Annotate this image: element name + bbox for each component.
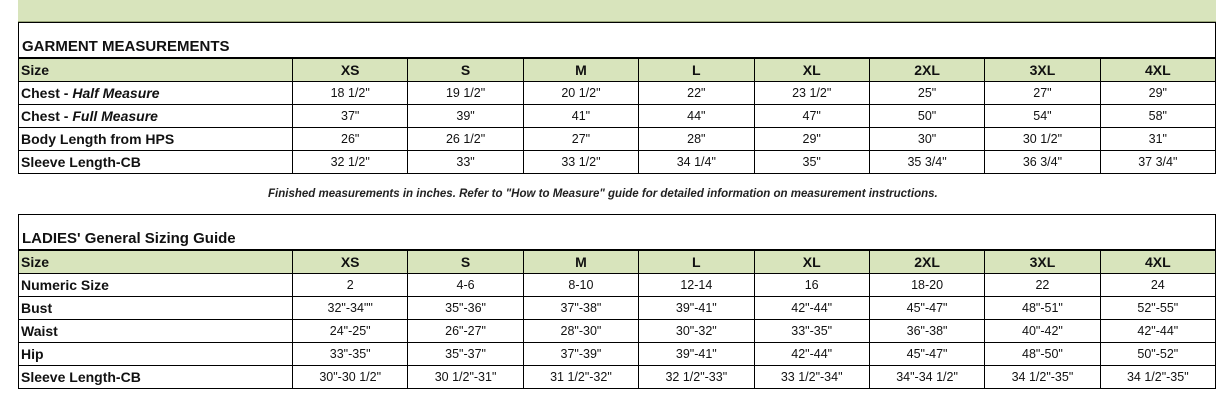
- table-cell: 25": [869, 82, 984, 105]
- table-cell: 33": [408, 151, 523, 174]
- table-cell: 39"-41": [639, 297, 754, 320]
- table-row: [19, 366, 1216, 389]
- table-cell: 30 1/2": [985, 128, 1100, 151]
- garment-measurements-table: [18, 22, 1216, 174]
- table-cell: 30 1/2"-31": [408, 366, 523, 389]
- table-cell: 35"-36": [408, 297, 523, 320]
- garment-measurements-section: [18, 22, 1216, 174]
- table-cell: 50": [869, 105, 984, 128]
- measurement-note: Finished measurements in inches. Refer to "How to Measure" guide for detailed information on measurement instructions.: [268, 188, 938, 200]
- size-header-cell: XL: [754, 58, 869, 82]
- size-header-cell: 4XL: [1100, 58, 1215, 82]
- table-cell: 34"-34 1/2": [869, 366, 984, 389]
- table-cell: 42"-44": [1100, 320, 1215, 343]
- table-cell: 18 1/2": [293, 82, 408, 105]
- table-cell: 45"-47": [869, 297, 984, 320]
- table-cell: 22: [985, 274, 1100, 297]
- table-cell: 37"-38": [523, 297, 638, 320]
- table-cell: 26": [293, 128, 408, 151]
- table-cell: 31": [1100, 128, 1215, 151]
- table-cell: 16: [754, 274, 869, 297]
- table-cell: 45"-47": [869, 343, 984, 366]
- size-header-cell: 4XL: [1100, 250, 1215, 274]
- row-label: Bust: [19, 297, 293, 320]
- table-cell: 36 3/4": [985, 151, 1100, 174]
- size-header-label: Size: [19, 250, 293, 274]
- table-cell: 2: [293, 274, 408, 297]
- table-cell: 48"-51": [985, 297, 1100, 320]
- size-header-cell: XS: [293, 58, 408, 82]
- table-cell: 36"-38": [869, 320, 984, 343]
- table-row: [19, 297, 1216, 320]
- size-header-cell: 2XL: [869, 250, 984, 274]
- table-cell: 35"-37": [408, 343, 523, 366]
- table-cell: 35": [754, 151, 869, 174]
- row-label: Body Length from HPS: [19, 128, 293, 151]
- table-cell: 31 1/2"-32": [523, 366, 638, 389]
- table-cell: 35 3/4": [869, 151, 984, 174]
- table-cell: 50"-52": [1100, 343, 1215, 366]
- row-label: Waist: [19, 320, 293, 343]
- table-cell: 27": [523, 128, 638, 151]
- table-cell: 32 1/2": [293, 151, 408, 174]
- table-row: [19, 343, 1216, 366]
- table-row: [19, 320, 1216, 343]
- table-cell: 28": [639, 128, 754, 151]
- table-cell: 34 1/2"-35": [985, 366, 1100, 389]
- table-cell: 54": [985, 105, 1100, 128]
- table-cell: 26 1/2": [408, 128, 523, 151]
- row-label-main: Chest -: [21, 85, 73, 101]
- row-label-italic: Full Measure: [72, 108, 158, 124]
- ladies-sizing-section: [18, 214, 1216, 389]
- row-label: [19, 82, 293, 105]
- size-header-cell: S: [408, 58, 523, 82]
- table-cell: 44": [639, 105, 754, 128]
- table-cell: 4-6: [408, 274, 523, 297]
- table-row: [19, 274, 1216, 297]
- row-label: [19, 105, 293, 128]
- ladies-table-title: [19, 215, 1216, 251]
- table-cell: 22": [639, 82, 754, 105]
- size-header-cell: S: [408, 250, 523, 274]
- size-header-cell: XL: [754, 250, 869, 274]
- size-header-label: Size: [19, 58, 293, 82]
- row-label: Numeric Size: [19, 274, 293, 297]
- size-header-cell: 3XL: [985, 58, 1100, 82]
- table-cell: 33 1/2": [523, 151, 638, 174]
- ladies-title-main: LADIES: [22, 230, 78, 247]
- table-row: [19, 151, 1216, 174]
- table-cell: 12-14: [639, 274, 754, 297]
- table-cell: 20 1/2": [523, 82, 638, 105]
- size-header-cell: 3XL: [985, 250, 1100, 274]
- ladies-sizing-table: [18, 214, 1216, 389]
- row-label-main: Chest -: [21, 108, 73, 124]
- size-header-cell: M: [523, 58, 638, 82]
- table-cell: 29": [1100, 82, 1215, 105]
- table-cell: 23 1/2": [754, 82, 869, 105]
- table-cell: 37 3/4": [1100, 151, 1215, 174]
- table-cell: 34 1/4": [639, 151, 754, 174]
- table-cell: 30"-32": [639, 320, 754, 343]
- table-row: [19, 128, 1216, 151]
- size-header-cell: M: [523, 250, 638, 274]
- table-cell: 37": [293, 105, 408, 128]
- garment-table-title: GARMENT MEASUREMENTS: [19, 23, 1216, 59]
- table-cell: 42"-44": [754, 297, 869, 320]
- table-cell: 58": [1100, 105, 1215, 128]
- table-cell: 47": [754, 105, 869, 128]
- size-header-cell: XS: [293, 250, 408, 274]
- table-cell: 48"-50": [985, 343, 1100, 366]
- table-cell: 32 1/2"-33": [639, 366, 754, 389]
- table-cell: 32"-34"": [293, 297, 408, 320]
- table-cell: 33 1/2"-34": [754, 366, 869, 389]
- table-cell: 33"-35": [293, 343, 408, 366]
- table-cell: 19 1/2": [408, 82, 523, 105]
- table-cell: 30": [869, 128, 984, 151]
- row-label: Hip: [19, 343, 293, 366]
- table-cell: 24"-25": [293, 320, 408, 343]
- table-cell: 40"-42": [985, 320, 1100, 343]
- table-row: [19, 105, 1216, 128]
- table-cell: 52"-55": [1100, 297, 1215, 320]
- table-cell: 41": [523, 105, 638, 128]
- size-header-cell: L: [639, 58, 754, 82]
- table-cell: 34 1/2"-35": [1100, 366, 1215, 389]
- table-row: [19, 82, 1216, 105]
- table-cell: 39": [408, 105, 523, 128]
- table-cell: 30"-30 1/2": [293, 366, 408, 389]
- row-label: Sleeve Length-CB: [19, 366, 293, 389]
- ladies-size-header-row: [19, 250, 1216, 274]
- table-cell: 24: [1100, 274, 1215, 297]
- top-header-band: [18, 0, 1216, 22]
- table-cell: 26"-27": [408, 320, 523, 343]
- row-label-italic: Half Measure: [72, 85, 160, 101]
- table-cell: 42"-44": [754, 343, 869, 366]
- size-header-cell: 2XL: [869, 58, 984, 82]
- garment-size-header-row: [19, 58, 1216, 82]
- size-header-cell: L: [639, 250, 754, 274]
- row-label: Sleeve Length-CB: [19, 151, 293, 174]
- table-cell: 37"-39": [523, 343, 638, 366]
- table-cell: 33"-35": [754, 320, 869, 343]
- table-cell: 28"-30": [523, 320, 638, 343]
- table-cell: 18-20: [869, 274, 984, 297]
- table-cell: 8-10: [523, 274, 638, 297]
- table-cell: 39"-41": [639, 343, 754, 366]
- table-cell: 27": [985, 82, 1100, 105]
- ladies-title-rest: ' General Sizing Guide: [77, 230, 236, 247]
- table-cell: 29": [754, 128, 869, 151]
